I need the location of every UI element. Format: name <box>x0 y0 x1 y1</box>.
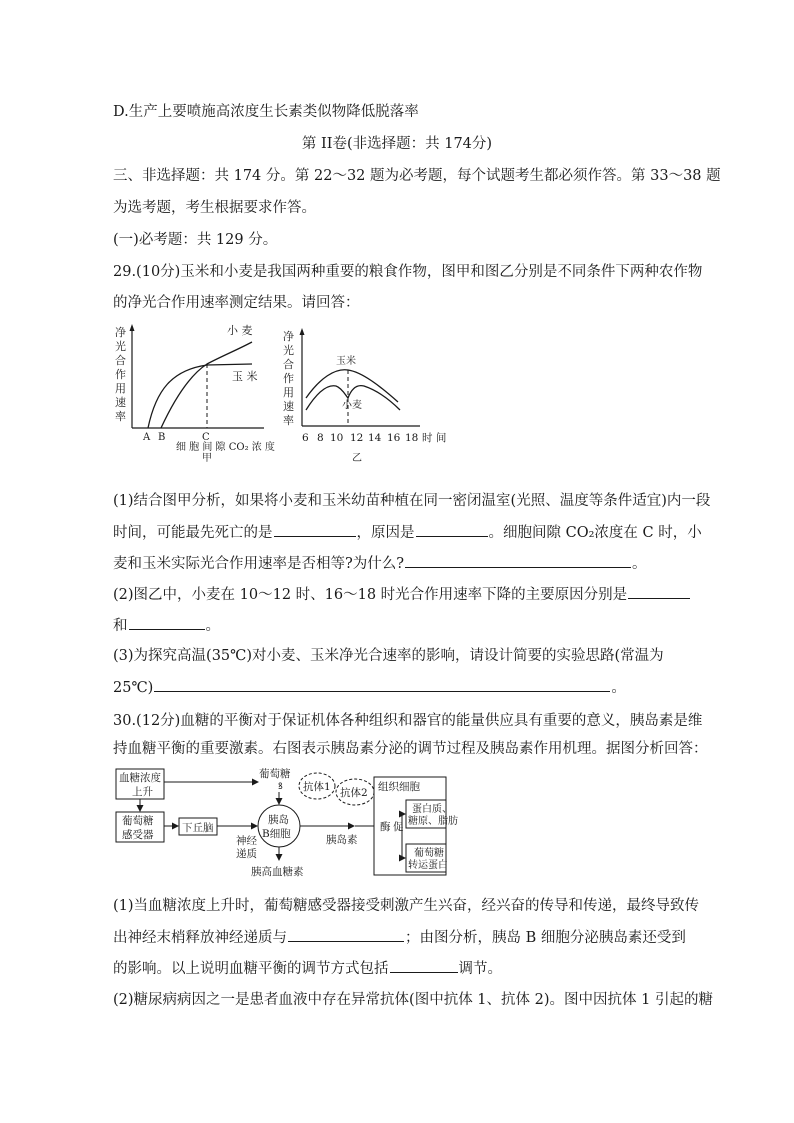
q30-1-text: 出神经末梢释放神经递质与 <box>113 930 287 946</box>
ylabel-char: 率 <box>115 410 126 423</box>
required-questions: (一)必考题：共 129 分。 <box>113 232 278 248</box>
figure-jia-ylabel <box>115 325 126 423</box>
section-title: 第 II卷(非选择题：共 174分) <box>301 136 493 152</box>
ylabel-char: 速 <box>115 396 126 409</box>
q30-stem-2: 持血糖平衡的重要激素。右图表示胰岛素分泌的调节过程及胰岛素作用机理。据图分析回答： <box>113 741 708 757</box>
section-intro-1: 三、非选择题：共 174 分。第 22～32 题为必考题，每个试题考生都必须作答。第 33～38 题 <box>113 168 721 184</box>
q29-1-text: ，原因是 <box>356 525 415 541</box>
products-label: 糖原、脂肪 <box>408 816 458 827</box>
figure-yi <box>280 320 460 464</box>
q30-stem-1: 30.(12分)血糖的平衡对于保证机体各种组织和器官的能量供应具有重要的意义，胰岛素是维 <box>113 713 703 729</box>
answer-blank[interactable] <box>274 522 356 537</box>
islet-label: B细胞 <box>262 828 291 840</box>
ylabel-char: 净 <box>115 326 126 339</box>
figure-jia-xlabel: 细 胞 间 隙 CO₂ 浓 度 <box>176 442 275 453</box>
tick: 10 <box>330 432 344 444</box>
label-wheat: 小麦 <box>342 400 362 411</box>
q29-3-text: 25℃) <box>113 680 154 696</box>
q29-stem-2: 的净光合作用速率测定结果。请回答： <box>113 295 360 311</box>
receptor-label: 葡萄糖 <box>122 815 154 827</box>
figure-yi-ylabel <box>283 329 294 427</box>
y-axis-arrow <box>300 328 305 335</box>
neurotransmitter-label: 神经 <box>236 835 257 847</box>
section-intro-2: 为选考题，考生根据要求作答。 <box>113 200 316 216</box>
answer-blank[interactable] <box>154 677 610 692</box>
ylabel-char: 净 <box>283 330 294 343</box>
q29-2-text: 和 <box>113 618 128 634</box>
label-corn: 玉 米 <box>232 370 258 383</box>
products-label: 蛋白质、 <box>412 804 452 815</box>
q29-3-text: 。 <box>611 680 626 696</box>
q29-1-text: 麦和玉米实际光合作用速率是否相等?为什么? <box>113 556 405 572</box>
q29-1-text: 。细胞间隙 CO₂浓度在 C 时，小 <box>488 525 702 541</box>
transporter-label: 葡萄糖 <box>414 848 444 859</box>
neurotransmitter-label: 递质 <box>236 848 257 860</box>
glucose-rise-label: 血糖浓度 <box>119 772 161 784</box>
insulin-regulation-diagram <box>112 764 458 880</box>
q29-3-line-1: (3)为探究高温(35℃)对小麦、玉米净光合速率的影响，请设计简要的实验思路(常温为 <box>113 648 664 664</box>
tick-c: C <box>202 432 210 443</box>
q29-1-line-1: (1)结合图甲分析，如果将小麦和玉米幼苗种植在同一密闭温室(光照、温度等条件适宜)内一段 <box>113 493 711 509</box>
q30-1-line-1: (1)当血糖浓度上升时，葡萄糖感受器接受刺激产生兴奋，经兴奋的传导和传递，最终导致传 <box>113 898 700 914</box>
ylabel-char: 用 <box>283 386 294 399</box>
receptor-label: 感受器 <box>122 829 154 841</box>
q29-2-line-1 <box>113 584 691 605</box>
q30-1-text: 的影响。以上说明血糖平衡的调节方式包括 <box>113 961 389 977</box>
tick-a: A <box>143 432 151 443</box>
tick: 6 <box>302 432 309 444</box>
q29-3-line-2 <box>113 677 626 698</box>
ylabel-char: 光 <box>115 340 126 353</box>
receptor-glyph: ꝸ <box>278 782 283 792</box>
y-axis-arrow <box>130 324 135 331</box>
q29-1-text: 时间，可能最先死亡的是 <box>113 525 273 541</box>
ylabel-char: 合 <box>283 358 294 371</box>
answer-blank[interactable] <box>390 958 458 973</box>
tick: 12 <box>350 432 364 444</box>
ylabel-char: 光 <box>283 344 294 357</box>
transporter-label: 转运蛋白 <box>408 860 448 871</box>
ylabel-char: 作 <box>115 368 126 381</box>
islet-label: 胰岛 <box>268 814 289 826</box>
q30-1-line-3 <box>113 958 502 979</box>
ylabel-char: 用 <box>115 382 126 395</box>
label-corn: 玉米 <box>336 356 356 367</box>
label-wheat: 小 麦 <box>227 324 253 337</box>
ylabel-char: 速 <box>283 400 294 413</box>
q29-1-line-3 <box>113 553 647 574</box>
figure-jia-caption: 甲 <box>202 453 212 464</box>
q29-stem-1: 29.(10分)玉米和小麦是我国两种重要的粮食作物，图甲和图乙分别是不同条件下两种农作物 <box>113 264 703 280</box>
tick: 8 <box>317 432 324 444</box>
answer-blank[interactable] <box>405 553 631 568</box>
figure-jia <box>112 320 292 464</box>
q30-1-line-2 <box>113 927 686 948</box>
figure-yi-caption: 乙 <box>352 453 362 464</box>
answer-blank[interactable] <box>129 615 205 630</box>
tick: 18 <box>405 432 419 444</box>
q29-2-line-2 <box>113 615 220 636</box>
tick-b: B <box>158 432 166 443</box>
tick: 14 <box>368 432 382 444</box>
insulin-label: 胰岛素 <box>326 834 358 846</box>
antibody-1-label: 抗体1 <box>303 781 331 793</box>
q30-2-line-1: (2)糖尿病病因之一是患者血液中存在异常抗体(图中抗体 1、抗体 2)。图中因抗体 1 引起的糖 <box>113 992 713 1008</box>
tissue-label: 组织细胞 <box>378 781 420 793</box>
glucagon-label: 胰高血糖素 <box>251 866 304 878</box>
glucose-rise-label: 上升 <box>132 786 153 798</box>
ylabel-char: 率 <box>283 414 294 427</box>
figure-yi-xlabel: 时 间 <box>422 432 447 444</box>
promote-label: 促 <box>393 821 404 833</box>
arrow <box>402 826 405 858</box>
q29-1-text: 。 <box>632 556 647 572</box>
tick: 16 <box>387 432 401 444</box>
option-d: D.生产上要喷施高浓度生长素类似物降低脱落率 <box>113 104 419 120</box>
glucose-top-label: 葡萄糖 <box>259 768 291 780</box>
arrow <box>402 814 405 826</box>
q29-2-text: 。 <box>205 618 220 634</box>
q29-1-line-2 <box>113 522 702 543</box>
answer-blank[interactable] <box>628 584 690 599</box>
ylabel-char: 作 <box>283 372 294 385</box>
hypothalamus-label: 下丘脑 <box>182 822 214 834</box>
q30-1-text: ；由图分析，胰岛 B 细胞分泌胰岛素还受到 <box>405 930 686 946</box>
islet-b-cell <box>258 805 300 847</box>
enzyme-label: 酶 <box>380 821 391 833</box>
antibody-2-label: 抗体2 <box>340 787 368 799</box>
q29-2-text: (2)图乙中，小麦在 10～12 时、16～18 时光合作用速率下降的主要原因分别是 <box>113 587 628 603</box>
answer-blank[interactable] <box>416 522 488 537</box>
answer-blank[interactable] <box>288 927 404 942</box>
ylabel-char: 合 <box>115 354 126 367</box>
q30-1-text: 调节。 <box>458 961 502 977</box>
